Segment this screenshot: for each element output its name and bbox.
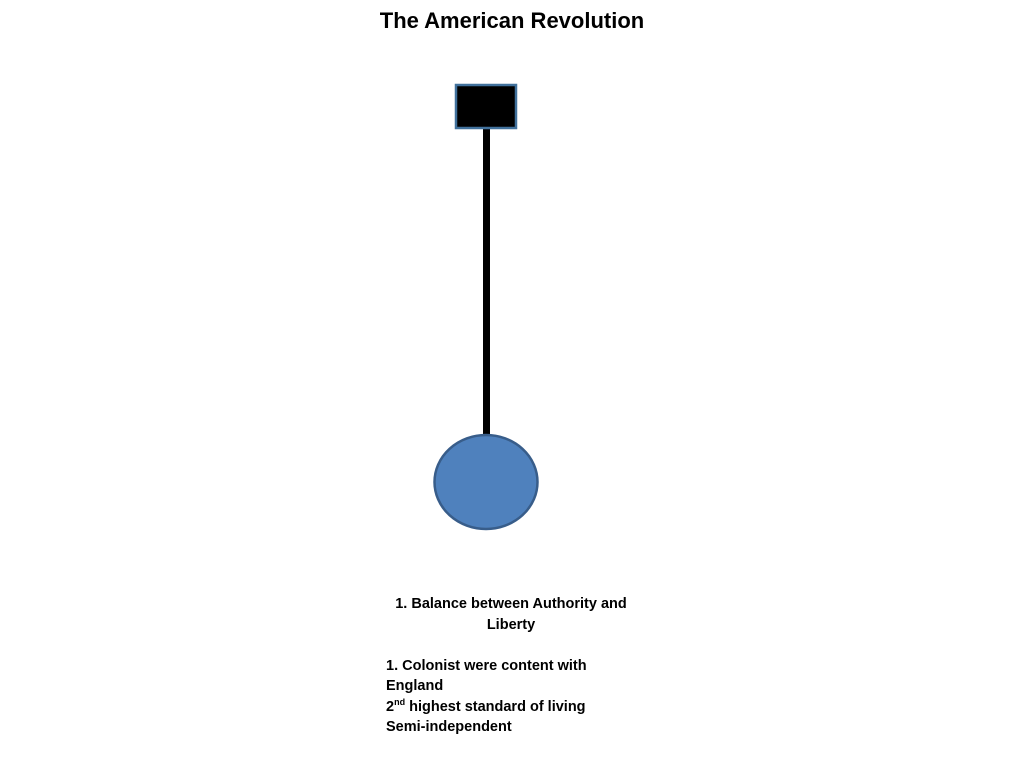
- ordinal-suffix: nd: [394, 696, 406, 707]
- pendulum-pivot-box: [456, 85, 516, 128]
- caption-heading: 1. Balance between Authority and Liberty: [395, 596, 627, 633]
- ordinal-number: 2: [386, 698, 395, 715]
- slide-title: The American Revolution: [379, 8, 645, 33]
- pendulum-bob: [435, 435, 538, 529]
- standard-of-living-text: highest standard of living: [405, 698, 586, 715]
- caption-point-content: 1. Colonist were content with England: [386, 657, 587, 694]
- caption-spacer: [386, 635, 636, 656]
- caption-text: [386, 594, 636, 738]
- pendulum-rod: [483, 128, 490, 438]
- caption-point-semi-independent: Semi-independent: [386, 719, 512, 735]
- caption-point-standard-of-living: [386, 697, 636, 718]
